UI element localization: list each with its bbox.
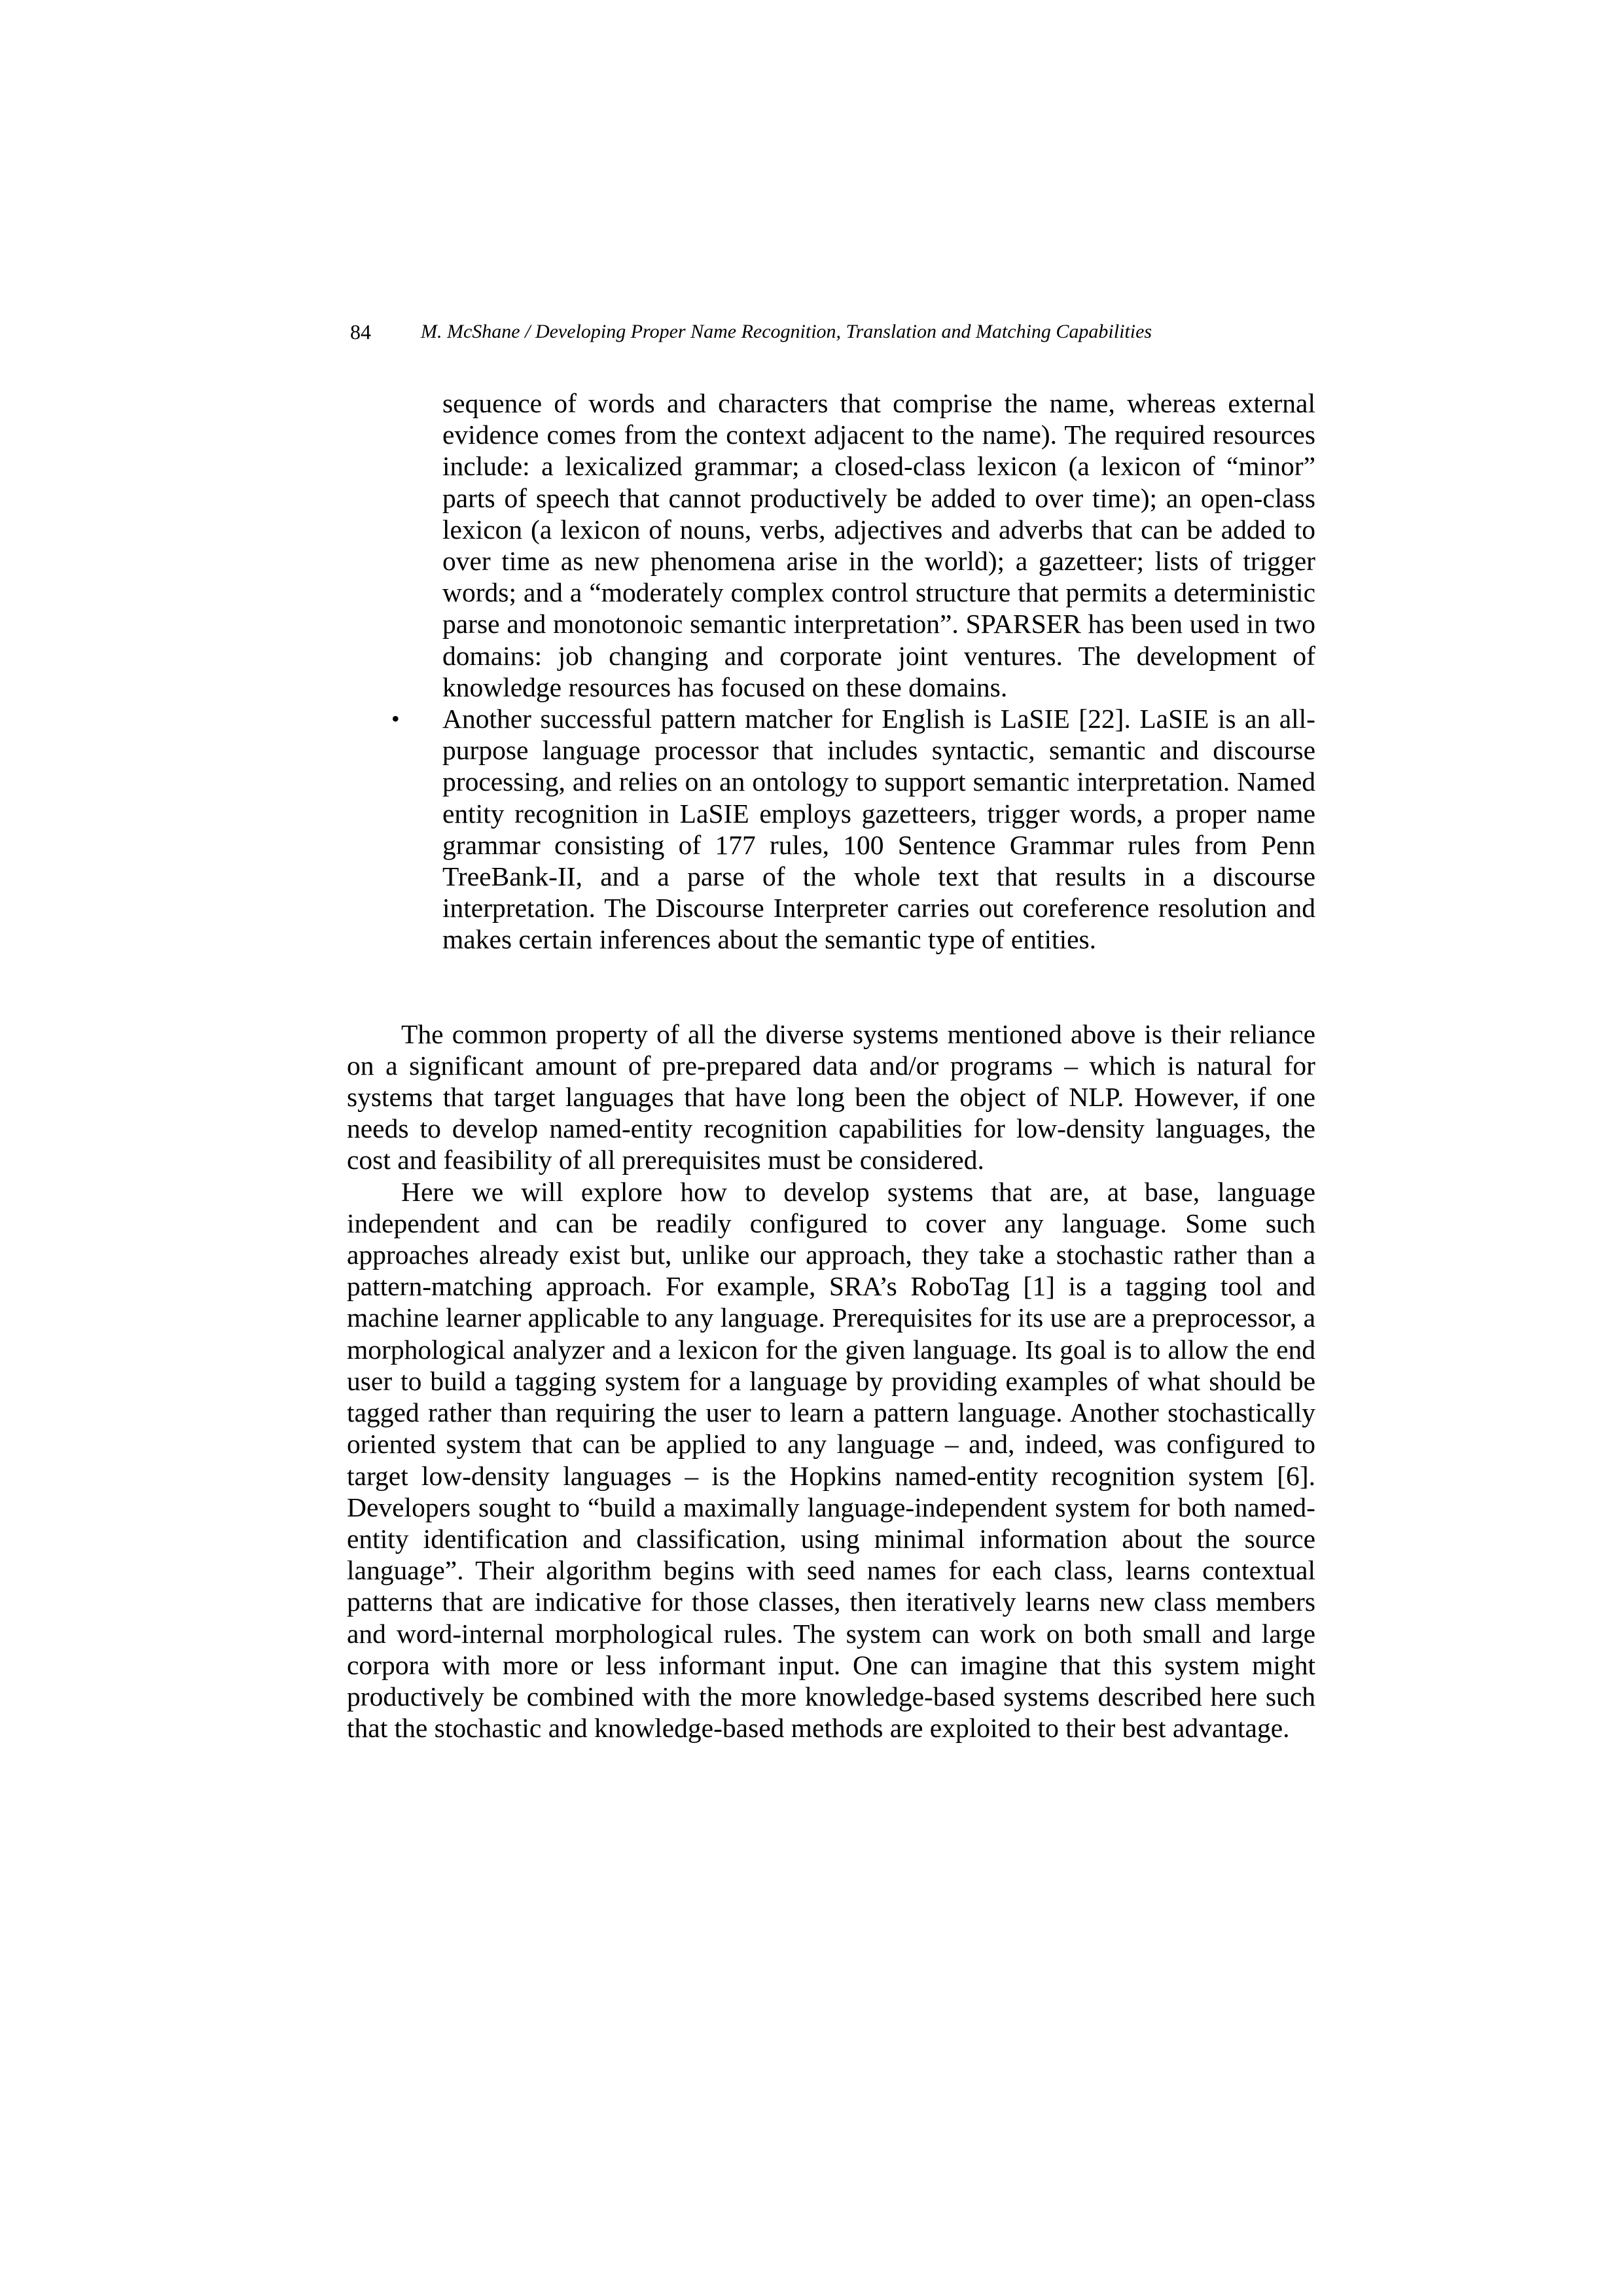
paragraph-common-property: The common property of all the diverse systems mentioned above is their reliance on a significant amount of pre-prepared data and/or programs – which is natural for systems that target languages that have long been the object of NLP. However, if one needs to develop named-entity recognition capabilities for low-density languages, the cost and feasibility of all prerequisites must be considered. [347, 1018, 1315, 1175]
running-title: M. McShane / Developing Proper Name Recognition, Translation and Matching Capabilities [421, 321, 1152, 342]
page-number: 84 [350, 320, 371, 344]
bullet-icon: • [391, 706, 400, 732]
list-item-text: Another successful pattern matcher for English is LaSIE [22]. LaSIE is an all-purpose language processor that includes syntactic, semantic and discourse processing, and relies on an ontology to support semantic interpretation. Named entity recognition in LaSIE employs gazetteers, trigger words, a proper name grammar consisting of 177 rules, 100 Sentence Grammar rules from Penn TreeBank-II, and a parse of the whole text that results in a discourse interpretation. The Discourse Interpreter carries out coreference resolution and makes certain inferences about the semantic type of entities. [442, 704, 1315, 955]
list-item-text: sequence of words and characters that comprise the name, whereas external evidence comes from the context adjacent to the name). The required resources include: a lexicalized grammar; a closed-class lexicon (a lexicon of “minor” parts of speech that cannot productively be added to over time); an open-class lexicon (a lexicon of nouns, verbs, adjectives and adverbs that can be added to over time as new phenomena arise in the world); a gazetteer; lists of trigger words; and a “moderately complex control structure that permits a deterministic parse and monotonoic semantic interpretation”. SPARSER has been used in two domains: job changing and corporate joint ventures. The development of knowledge resources has focused on these domains. [442, 388, 1315, 702]
running-header [350, 315, 1306, 348]
body-text [347, 387, 1315, 1744]
paragraph-language-independent: Here we will explore how to develop systems that are, at base, language independent and can be readily configured to cover any language. Some such approaches already exist but, unlike our approach, they take a stochastic rather than a pattern-matching approach. For example, SRA’s RoboTag [1] is a tagging tool and machine learner applicable to any language. Prerequisites for its use are a preprocessor, a morphological analyzer and a lexicon for the given language. Its goal is to allow the end user to build a tagging system for a language by providing examples of what should be tagged rather than requiring the user to learn a pattern language. Another stochastically oriented system that can be applied to any language – and, indeed, was configured to target low-density languages – is the Hopkins named-entity recognition system [6]. Developers sought to “build a maximally language-independent system for both named-entity identification and classification, using minimal information about the source language”. Their algorithm begins with seed names for each class, learns contextual patterns that are indicative for those classes, then iteratively learns new class members and word-internal morphological rules. The system can work on both small and large corpora with more or less informant input. One can imagine that this system might productively be combined with the more knowledge-based systems described here such that the stochastic and knowledge-based methods are exploited to their best advantage. [347, 1176, 1315, 1744]
list-item-lasie [347, 703, 1315, 956]
bullet-list [347, 387, 1315, 956]
list-item-continued [347, 387, 1315, 703]
